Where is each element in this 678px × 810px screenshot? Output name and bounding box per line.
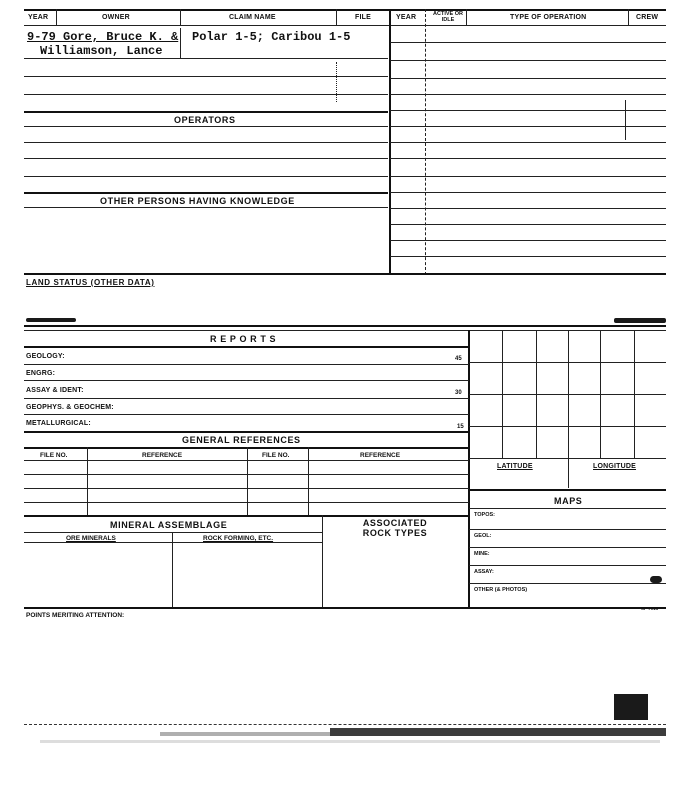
div-type-crew: [628, 9, 629, 25]
header-bottom-line: [24, 25, 666, 26]
reports-right-divider: [468, 330, 470, 608]
report-geophys: GEOPHYS. & GEOCHEM:: [26, 404, 114, 411]
header-year-right: YEAR: [396, 14, 417, 21]
maps-mine: MINE:: [474, 551, 490, 557]
operators-title: OPERATORS: [174, 115, 236, 125]
associated-rock-types: ASSOCIATED ROCK TYPES: [362, 518, 428, 538]
grid-row: [469, 394, 666, 395]
right-row-line: [390, 78, 666, 79]
owner-line-2: Williamson, Lance: [40, 44, 163, 58]
header-type-operation: TYPE OF OPERATION: [510, 14, 587, 21]
right-row-line: [390, 224, 666, 225]
reports-top-border-2: [24, 330, 666, 331]
maps-row-line: [469, 547, 666, 548]
general-ref-top: [24, 431, 469, 433]
general-ref-title: GENERAL REFERENCES: [182, 435, 301, 445]
maps-row-line: [469, 565, 666, 566]
ore-rock-divider: [172, 532, 173, 608]
grid-row: [469, 362, 666, 363]
scan-mark: [650, 576, 662, 583]
div-active-type: [466, 9, 467, 25]
latitude-label: LATITUDE: [497, 463, 533, 470]
right-row-line: [390, 94, 666, 95]
report-geology: GEOLOGY:: [26, 353, 65, 360]
report-row-line: [24, 414, 469, 415]
report-row-line: [24, 364, 469, 365]
mineral-subheader-bottom: [24, 542, 322, 543]
header-file: FILE: [355, 14, 371, 21]
header-owner: OWNER: [102, 14, 130, 21]
mineral-rock-divider: [322, 515, 323, 608]
div-year-owner: [56, 9, 57, 25]
crew-partial-line: [625, 100, 626, 140]
reports-top-border: [24, 325, 666, 327]
mineral-subheader-top: [24, 532, 322, 533]
right-row-line: [390, 192, 666, 193]
operators-bottom: [24, 126, 388, 127]
claim-entry: Polar 1-5; Caribou 1-5: [192, 30, 351, 44]
maps-row-line: [469, 583, 666, 584]
points-meriting-title: POINTS MERITING ATTENTION:: [26, 612, 125, 619]
header-year: YEAR: [28, 14, 49, 21]
ref-col-file-2: FILE NO.: [262, 452, 290, 459]
report-metallurgical-num: 15: [457, 424, 464, 430]
maps-other: OTHER (& PHOTOS): [474, 587, 528, 593]
reports-bottom: [24, 607, 666, 609]
maps-title: MAPS: [554, 496, 583, 506]
operators-top: [24, 111, 388, 113]
other-persons-top: [24, 192, 388, 194]
grid-col: [568, 330, 569, 488]
other-persons-title: OTHER PERSONS HAVING KNOWLEDGE: [100, 196, 295, 206]
right-row-line: [390, 42, 666, 43]
report-row-line: [24, 398, 469, 399]
ref-col-file-1: FILE NO.: [40, 452, 68, 459]
maps-topos: TOPOS:: [474, 512, 495, 518]
file-dotted: [336, 62, 337, 102]
ref-col-reference-1: REFERENCE: [142, 452, 183, 459]
scan-band: [160, 732, 330, 736]
reports-header-bottom: [24, 346, 469, 348]
owner-row-line: [24, 94, 388, 95]
right-row-line: [390, 256, 666, 257]
form-code: SP 7915: [641, 606, 659, 611]
operator-row-line: [24, 158, 388, 159]
maps-row-line: [469, 529, 666, 530]
upper-block-bottom: [24, 273, 666, 275]
right-row-line: [390, 208, 666, 209]
mineral-title: MINERAL ASSEMBLAGE: [110, 520, 228, 530]
other-persons-bottom: [24, 207, 388, 208]
owner-row-line: [24, 58, 388, 59]
maps-geol: GEOL:: [474, 533, 492, 539]
rock-forming: ROCK FORMING, ETC.: [203, 535, 274, 542]
right-row-line: [390, 176, 666, 177]
right-row-line: [390, 158, 666, 159]
report-metallurgical: METALLURGICAL:: [26, 420, 91, 427]
header-crew: CREW: [636, 14, 659, 21]
right-row-line: [390, 142, 666, 143]
report-row-line: [24, 380, 469, 381]
reports-title: R E P O R T S: [210, 334, 277, 344]
report-assay-num: 30: [455, 390, 462, 396]
entry-divider: [180, 28, 181, 58]
scan-band: [330, 728, 666, 736]
report-geology-num: 45: [455, 356, 462, 362]
scan-band: [24, 724, 666, 725]
report-assay: ASSAY & IDENT:: [26, 387, 84, 394]
report-engrg: ENGRG:: [26, 370, 56, 377]
longitude-label: LONGITUDE: [593, 463, 637, 470]
ref-col-reference-2: REFERENCE: [360, 452, 401, 459]
maps-top: [469, 489, 666, 491]
scan-band: [40, 740, 660, 743]
div-claim-file: [336, 9, 337, 25]
maps-header-bottom: [469, 508, 666, 509]
maps-assay: ASSAY:: [474, 569, 494, 575]
scan-mark: [26, 318, 76, 322]
owner-row-line: [24, 76, 388, 77]
grid-row: [469, 458, 666, 459]
ref-col-divider: [247, 447, 248, 515]
operator-row-line: [24, 142, 388, 143]
scan-mark: [614, 694, 648, 720]
land-status-title: LAND STATUS (OTHER DATA): [26, 278, 155, 287]
header-active-idle: ACTIVE OR IDLE: [433, 11, 463, 23]
header-claim-name: CLAIM NAME: [229, 14, 276, 21]
operator-row-line: [24, 176, 388, 177]
right-row-line: [390, 240, 666, 241]
owner-line-1: 9-79 Gore, Bruce K. &: [27, 30, 179, 44]
top-border: [24, 9, 666, 11]
div-owner-claim: [180, 9, 181, 25]
grid-row: [469, 426, 666, 427]
right-row-line: [390, 60, 666, 61]
scan-mark: [614, 318, 666, 323]
ore-minerals: ORE MINERALS: [66, 535, 116, 542]
ref-col-divider: [308, 447, 309, 515]
ref-col-divider: [87, 447, 88, 515]
mineral-top: [24, 515, 469, 517]
